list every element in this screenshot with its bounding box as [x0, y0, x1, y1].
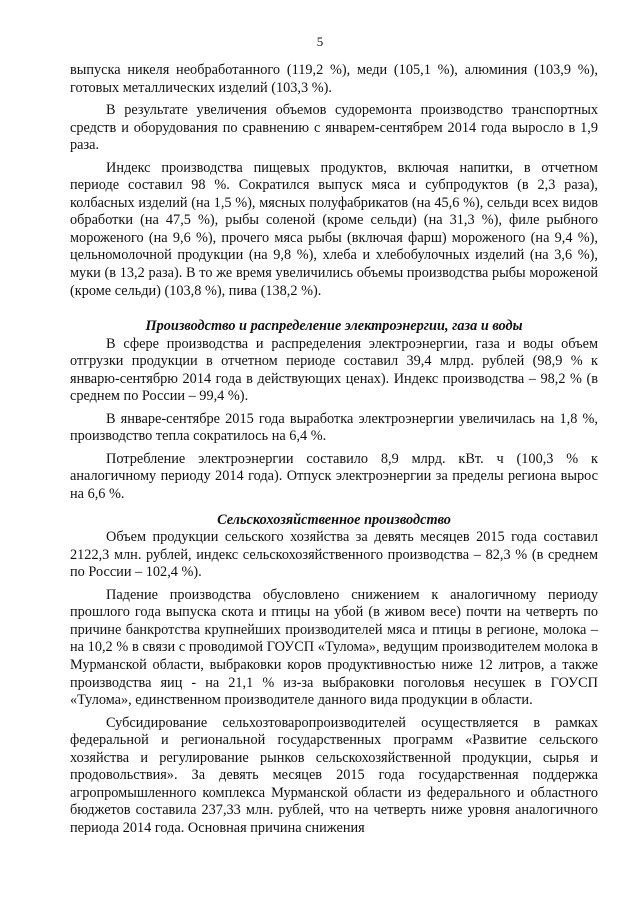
- document-body: [70, 62, 598, 837]
- paragraph-production-decline: Падение производства обусловлено снижением к аналогичному периоду прошлого года выпуска скота и птицы на убой (в живом весе) почти на четверть по причине банкротства крупнейших производителей мяса и птицы в регионе, молока – на 10,2 % в связи с проводимой ГОУСП «Тулома», ведущим производителем молока в Мурманской области, выбраковки коров продуктивностью ниже 12 литров, а также производства яиц - на 21,1 % из-за выбраковки поголовья несушек в ГОУСП «Тулома», единственном производителе данного вида продукции в области.: [70, 586, 598, 709]
- paragraph-food-production: Индекс производства пищевых продуктов, включая напитки, в отчетном периоде составил 98 %. Сократился выпуск мяса и субпродуктов (в 2,3 раза), колбасных изделий (на 1,5 %), мясных полуфабрикатов (на 45,6 %), сельди всех видов обработки (на 47,5 %), рыбы соленой (кроме сельди) (на 31,3 %), филе рыбного мороженого (на 9,6 %), прочего мяса рыбы (включая фарш) мороженого (на 9,4 %), цельномолочной продукции (на 9,8 %), хлеба и хлебобулочных изделий (на 3,6 %), муки (в 13,2 раза). В то же время увеличились объемы производства рыбы мороженой (кроме сельди) (103,8 %), пива (138,2 %).: [70, 159, 598, 299]
- paragraph-ship-repair: В результате увеличения объемов судоремонта производство транспортных средств и оборудования по сравнению с январем-сентябрем 2014 года выросло в 1,9 раза.: [70, 102, 598, 154]
- paragraph-agriculture-volume: Объем продукции сельского хозяйства за девять месяцев 2015 года составил 2122,3 млн. рублей, индекс сельскохозяйственного производства – 82,3 % (в среднем по России – 102,4 %).: [70, 529, 598, 581]
- paragraph-energy-shipment: В сфере производства и распределения электроэнергии, газа и воды объем отгрузки продукции в отчетном периоде составил 39,4 млрд. рублей (98,9 % к январю-сентябрю 2014 года в действующих ценах). Индекс производства – 98,2 % (в среднем по России – 99,4 %).: [70, 335, 598, 405]
- paragraph-electricity-consumption: Потребление электроэнергии составило 8,9 млрд. кВт. ч (100,3 % к аналогичному периоду 2014 года). Отпуск электроэнергии за пределы региона вырос на 6,6 %.: [70, 450, 598, 503]
- page-number: 5: [316, 34, 324, 49]
- heading-agriculture: Сельскохозяйственное производство: [217, 511, 451, 528]
- paragraph-electricity-output: В январе-сентябре 2015 года выработка электроэнергии увеличилась на 1,8 %, производство тепла сократилось на 6,4 %.: [70, 410, 598, 445]
- paragraph-subsidies: Субсидирование сельхозтоваропроизводителей осуществляется в рамках федеральной и региональной государственных программ «Развитие сельского хозяйства и регулирование рынков сельскохозяйственной продукции, сырья и продовольствия». За девять месяцев 2015 года государственная поддержка агропромышленного комплекса Мурманской области из федерального и областного бюджетов составила 237,33 млн. рублей, что на четверть ниже уровня аналогичного периода 2014 года. Основная причина снижения: [70, 714, 598, 836]
- paragraph-metallurgy-end: выпуска никеля необработанного (119,2 %), меди (105,1 %), алюминия (103,9 %), готовых металлических изделий (103,3 %).: [70, 62, 598, 96]
- heading-energy: Производство и распределение электроэнергии, газа и воды: [145, 318, 523, 335]
